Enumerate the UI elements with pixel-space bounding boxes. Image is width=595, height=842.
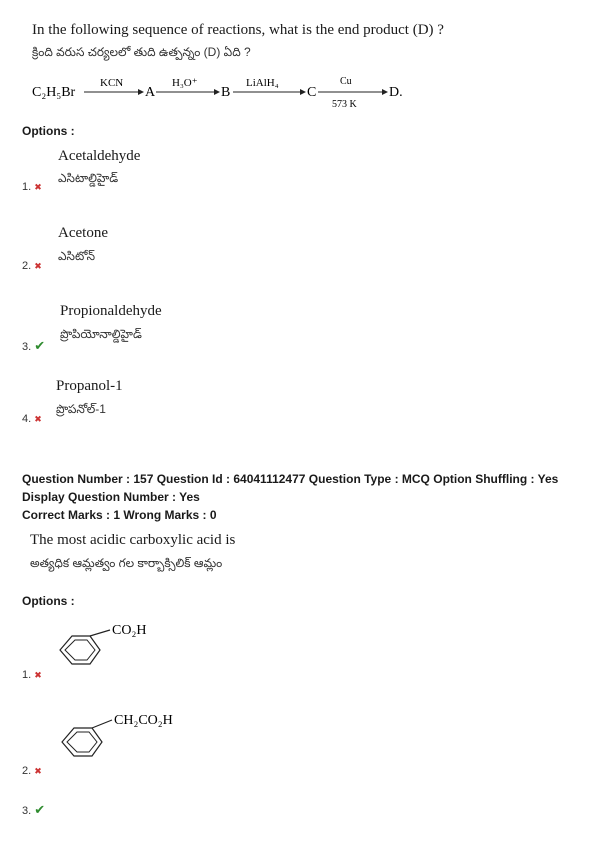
substituent-label: CO₂H xyxy=(112,623,147,638)
scheme-arrowhead-1 xyxy=(138,89,144,95)
scheme-arrowhead-4 xyxy=(382,89,388,95)
scheme-arrowhead-2 xyxy=(214,89,220,95)
option-3-num-text: 3. xyxy=(22,341,32,353)
cross-icon: ✖ xyxy=(34,670,42,680)
structure-benzoic-acid xyxy=(50,612,250,682)
benzene-inner-ring xyxy=(65,640,95,660)
cross-icon: ✖ xyxy=(34,261,42,271)
q2-option-2-num-text: 2. xyxy=(22,765,32,777)
scheme-arrowhead-3 xyxy=(300,89,306,95)
scheme-reagent-3: LiAlH₄ xyxy=(246,77,279,89)
scheme-reagent-2: H₃O⁺ xyxy=(172,77,198,89)
scheme-product-a: A xyxy=(145,85,156,100)
scheme-product-c: C xyxy=(307,85,317,100)
substituent-label: CH₂CO₂H xyxy=(114,713,173,728)
bond-line xyxy=(92,720,112,728)
options-label: Options : xyxy=(22,124,75,138)
scheme-reagent-4-bottom: 573 K xyxy=(332,99,357,110)
option-4-en: Propanol-1 xyxy=(56,378,123,394)
option-2-num-text: 2. xyxy=(22,260,32,272)
check-icon: ✔ xyxy=(34,802,46,817)
q2-option-1-number xyxy=(22,669,42,681)
question-2-text-en: The most acidic carboxylic acid is xyxy=(30,532,236,548)
option-3-number xyxy=(22,338,45,354)
options-label-2: Options : xyxy=(22,594,75,608)
structure-phenylacetic-acid xyxy=(52,706,272,776)
option-3-en: Propionaldehyde xyxy=(60,303,162,319)
cross-icon: ✖ xyxy=(34,182,42,192)
option-4-te: ప్రొపనోల్-1 xyxy=(56,402,106,416)
benzene-inner-ring xyxy=(67,732,97,752)
scheme-reagent-1: KCN xyxy=(100,77,124,89)
scheme-product-b: B xyxy=(221,85,231,100)
option-1-en: Acetaldehyde xyxy=(58,148,141,164)
question-meta-2: Display Question Number : Yes xyxy=(22,490,200,504)
option-3-te: ప్రొపియోనాల్డిహైడ్ xyxy=(60,327,142,341)
q2-option-3-num-text: 3. xyxy=(22,805,32,817)
scheme-start: C₂H₅Br xyxy=(32,85,76,100)
question-text-te: క్రింది వరుస చర్యలలో తుది ఉత్పన్నం (D) ఏది ? xyxy=(32,45,251,59)
cross-icon: ✖ xyxy=(34,414,42,424)
option-4-num-text: 4. xyxy=(22,413,32,425)
option-1-te: ఎసిటాల్డిహైడ్ xyxy=(58,171,119,185)
option-2-te: ఎసిటోన్ xyxy=(58,249,96,263)
option-1-num-text: 1. xyxy=(22,181,32,193)
check-icon: ✔ xyxy=(34,338,46,353)
question-meta-3: Correct Marks : 1 Wrong Marks : 0 xyxy=(22,508,217,522)
question-2-text-te: అత్యధిక ఆమ్లత్వం గల కార్బాక్సిలిక్ ఆమ్లం xyxy=(30,556,223,570)
q2-option-3-number xyxy=(22,802,45,818)
option-1-number xyxy=(22,181,42,193)
scheme-product-d: D. xyxy=(389,85,403,100)
option-4-number xyxy=(22,413,42,425)
cross-icon: ✖ xyxy=(34,766,42,776)
q2-option-1-num-text: 1. xyxy=(22,669,32,681)
scheme-reagent-4-top: Cu xyxy=(340,76,352,87)
question-text-en: In the following sequence of reactions, what is the end product (D) ? xyxy=(32,22,444,38)
q2-option-2-number xyxy=(22,765,42,777)
bond-line xyxy=(90,630,110,636)
question-meta-1: Question Number : 157 Question Id : 64041112477 Question Type : MCQ Option Shuffling : Yes xyxy=(22,472,559,486)
option-2-en: Acetone xyxy=(58,225,108,241)
option-2-number xyxy=(22,260,42,272)
